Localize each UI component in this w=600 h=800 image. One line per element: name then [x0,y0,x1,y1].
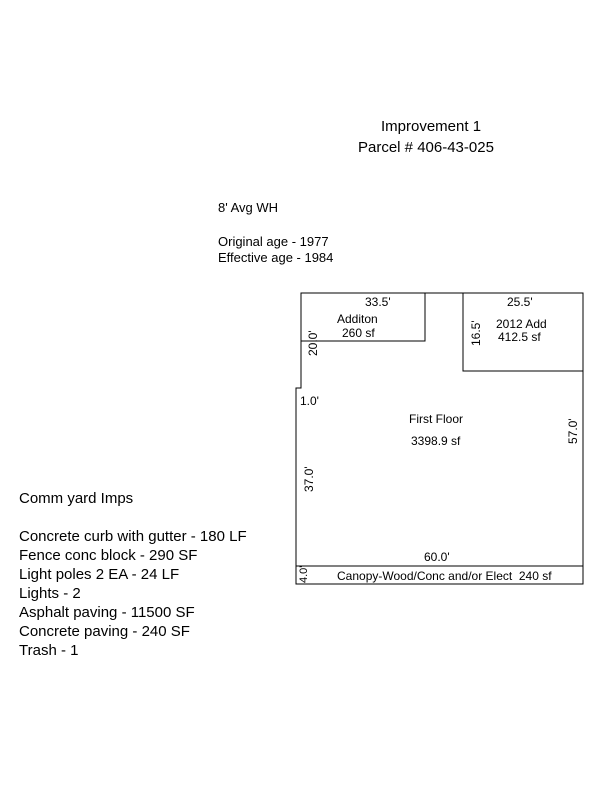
list-item: Light poles 2 EA - 24 LF [19,566,180,583]
list-item: Fence conc block - 290 SF [19,547,198,564]
add-2012-name: 2012 Add [496,317,547,331]
first-floor-left-dim: 37.0' [302,466,316,492]
list-item: Concrete curb with gutter - 180 LF [19,528,247,545]
wall-height-note: 8' Avg WH [218,200,279,215]
canopy-height-dim: 4.0' [298,565,310,583]
addition-name: Additon [337,312,378,326]
first-floor-right-dim: 57.0' [566,418,580,444]
add-2012-area: 412.5 sf [498,330,541,344]
improvement-title: Improvement 1 [381,118,482,135]
first-floor-area: 3398.9 sf [411,434,461,448]
list-item: Asphalt paving - 11500 SF [19,604,195,621]
list-item: Concrete paving - 240 SF [19,623,190,640]
add-2012-height-dim: 16.5' [469,320,483,346]
list-item: Lights - 2 [19,585,81,602]
list-item: Trash - 1 [19,642,79,659]
parcel-number: Parcel # 406-43-025 [358,139,494,156]
original-age: Original age - 1977 [218,234,329,249]
add-2012-width-dim: 25.5' [507,295,533,309]
addition-height-dim: 20.0' [306,330,320,356]
yard-imps-list [19,527,247,660]
effective-age: Effective age - 1984 [218,250,334,265]
first-floor-jog-dim: 1.0' [300,394,319,408]
addition-area: 260 sf [342,326,375,340]
first-floor-bottom-dim: 60.0' [424,550,450,564]
first-floor-name: First Floor [409,412,463,426]
addition-width-dim: 33.5' [365,295,391,309]
canopy-label: Canopy-Wood/Conc and/or Elect 240 sf [337,569,552,583]
yard-imps-title: Comm yard Imps [19,490,134,507]
